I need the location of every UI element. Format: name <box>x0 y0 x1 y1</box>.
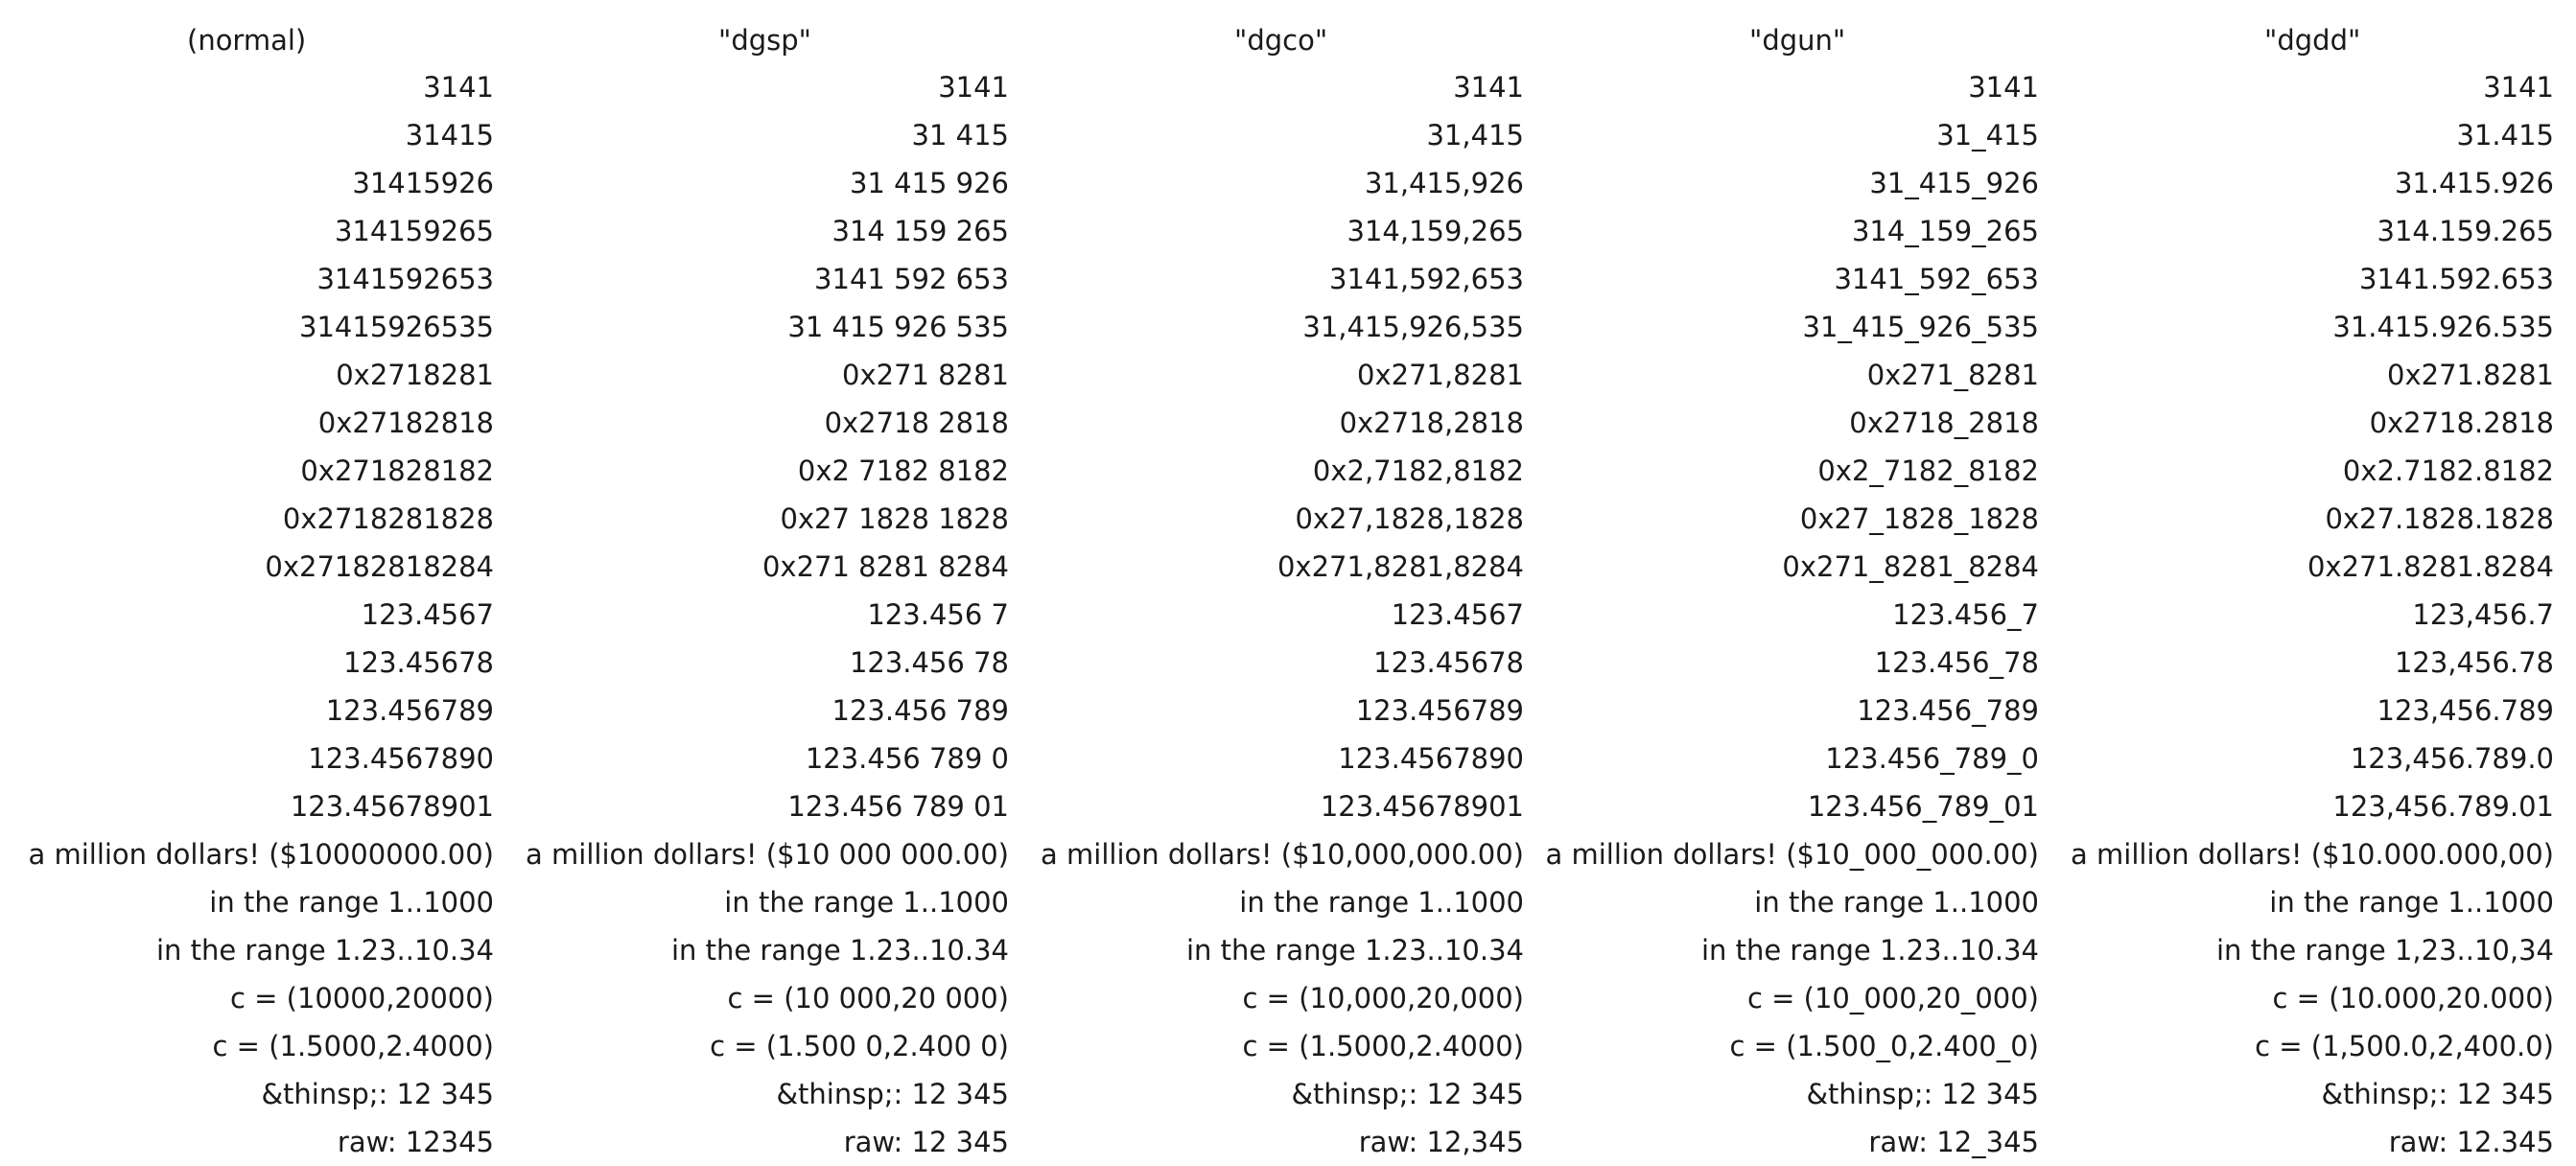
cell-dgco: raw: 12,345 <box>1358 1126 1524 1158</box>
cell-dgco: 0x2718,2818 <box>1339 407 1524 439</box>
cell-dgsp: 3141 592 653 <box>814 263 1009 295</box>
cell-dgco: 123.4567890 <box>1338 742 1524 775</box>
cell-dgsp: 31 415 <box>911 119 1009 152</box>
cell-dgco: in the range 1.23..10.34 <box>1185 934 1524 967</box>
cell-normal: 3141592653 <box>316 263 494 295</box>
cell-normal: 0x271828182 <box>300 455 494 487</box>
cell-dgdd: c = (1,500.0,2,400.0) <box>2255 1030 2554 1062</box>
cell-dgun: 3141 <box>1968 71 2039 104</box>
cell-normal: 123.456789 <box>325 694 494 727</box>
table-row <box>0 399 2576 447</box>
cell-normal: 3141 <box>423 71 494 104</box>
cell-normal: 31415926 <box>352 167 494 199</box>
cell-dgun: 123.456_789_0 <box>1825 742 2039 775</box>
cell-dgsp: raw: 12 345 <box>843 1126 1009 1158</box>
table-body <box>0 63 2576 1166</box>
cell-dgco: a million dollars! ($10,000,000.00) <box>1041 838 1524 871</box>
cell-dgun: 0x27_1828_1828 <box>1799 502 2039 535</box>
table-row <box>0 735 2576 782</box>
cell-normal: 0x2718281 <box>336 359 494 391</box>
cell-dgdd: 0x27.1828.1828 <box>2325 502 2554 535</box>
table-row <box>0 1070 2576 1118</box>
cell-dgsp: 123.456 789 0 <box>805 742 1009 775</box>
cell-normal: raw: 12345 <box>337 1126 494 1158</box>
cell-dgun: 31_415_926 <box>1869 167 2039 199</box>
cell-dgun: 0x2718_2818 <box>1849 407 2039 439</box>
cell-dgun: &thinsp;: 12 345 <box>1806 1078 2039 1110</box>
cell-dgco: 31,415,926 <box>1364 167 1524 199</box>
cell-dgsp: 0x2 7182 8182 <box>797 455 1009 487</box>
cell-dgco: in the range 1..1000 <box>1239 886 1524 919</box>
table-row <box>0 830 2576 878</box>
column-header-dgun: "dgun" <box>1749 24 1846 57</box>
cell-normal: 31415 <box>405 119 494 152</box>
cell-dgdd: 123,456.789.01 <box>2332 790 2554 823</box>
cell-dgdd: 31.415.926.535 <box>2332 311 2554 343</box>
cell-dgsp: 0x271 8281 8284 <box>761 550 1009 583</box>
cell-dgsp: c = (10 000,20 000) <box>727 982 1009 1014</box>
table-row <box>0 351 2576 399</box>
cell-normal: a million dollars! ($10000000.00) <box>28 838 494 871</box>
table-row <box>0 63 2576 111</box>
table-row <box>0 207 2576 255</box>
cell-dgun: 123.456_7 <box>1892 598 2039 631</box>
cell-dgdd: 123,456.789 <box>2377 694 2554 727</box>
cell-dgco: &thinsp;: 12 345 <box>1291 1078 1524 1110</box>
cell-dgdd: &thinsp;: 12 345 <box>2321 1078 2554 1110</box>
column-header-dgsp: "dgsp" <box>718 24 812 57</box>
cell-dgun: 314_159_265 <box>1851 215 2039 247</box>
table-row <box>0 639 2576 687</box>
cell-dgsp: 0x2718 2818 <box>824 407 1009 439</box>
cell-dgun: 31_415 <box>1936 119 2039 152</box>
cell-dgco: 31,415 <box>1426 119 1524 152</box>
cell-dgun: 0x271_8281_8284 <box>1782 550 2039 583</box>
cell-dgun: 0x271_8281 <box>1866 359 2039 391</box>
cell-dgun: 31_415_926_535 <box>1802 311 2039 343</box>
cell-dgco: 0x27,1828,1828 <box>1295 502 1524 535</box>
cell-normal: 123.45678901 <box>290 790 494 823</box>
table-row <box>0 1118 2576 1166</box>
cell-dgsp: in the range 1..1000 <box>724 886 1009 919</box>
cell-dgco: 0x271,8281,8284 <box>1276 550 1524 583</box>
table-row <box>0 111 2576 159</box>
cell-dgun: in the range 1.23..10.34 <box>1700 934 2039 967</box>
cell-dgdd: in the range 1..1000 <box>2269 886 2554 919</box>
cell-normal: in the range 1.23..10.34 <box>155 934 494 967</box>
table-row <box>0 159 2576 207</box>
table-row <box>0 543 2576 591</box>
cell-dgdd: 123,456.78 <box>2394 646 2554 679</box>
cell-dgco: 123.45678 <box>1373 646 1524 679</box>
cell-dgsp: &thinsp;: 12 345 <box>776 1078 1009 1110</box>
cell-dgsp: a million dollars! ($10 000 000.00) <box>526 838 1009 871</box>
cell-normal: 0x27182818284 <box>265 550 494 583</box>
table-row <box>0 255 2576 303</box>
cell-dgun: a million dollars! ($10_000_000.00) <box>1545 838 2039 871</box>
cell-dgco: 0x271,8281 <box>1357 359 1524 391</box>
cell-dgdd: 123,456.7 <box>2412 598 2554 631</box>
cell-dgsp: 3141 <box>938 71 1009 104</box>
cell-dgco: 0x2,7182,8182 <box>1312 455 1524 487</box>
table-row <box>0 303 2576 351</box>
cell-dgdd: 0x271.8281.8284 <box>2307 550 2554 583</box>
cell-dgdd: 31.415 <box>2456 119 2554 152</box>
cell-normal: 314159265 <box>334 215 494 247</box>
cell-dgdd: raw: 12.345 <box>2388 1126 2554 1158</box>
cell-normal: in the range 1..1000 <box>209 886 494 919</box>
column-header-dgco: "dgco" <box>1234 24 1328 57</box>
cell-dgsp: 0x271 8281 <box>842 359 1009 391</box>
cell-normal: 31415926535 <box>299 311 494 343</box>
cell-dgun: raw: 12_345 <box>1868 1126 2039 1158</box>
cell-dgun: 0x2_7182_8182 <box>1817 455 2039 487</box>
cell-dgun: 123.456_789_01 <box>1807 790 2039 823</box>
table-row <box>0 782 2576 830</box>
cell-dgco: 314,159,265 <box>1347 215 1524 247</box>
cell-dgsp: in the range 1.23..10.34 <box>670 934 1009 967</box>
column-header-dgdd: "dgdd" <box>2264 24 2361 57</box>
cell-dgco: c = (1.5000,2.4000) <box>1242 1030 1524 1062</box>
header-row <box>0 17 2576 63</box>
cell-dgdd: c = (10.000,20.000) <box>2272 982 2554 1014</box>
table-row <box>0 447 2576 495</box>
number-format-table <box>0 17 2576 1166</box>
cell-dgdd: 123,456.789.0 <box>2350 742 2554 775</box>
cell-dgco: c = (10,000,20,000) <box>1242 982 1524 1014</box>
cell-dgdd: in the range 1,23..10,34 <box>2215 934 2554 967</box>
cell-dgsp: 314 159 265 <box>831 215 1009 247</box>
cell-dgsp: 123.456 78 <box>849 646 1009 679</box>
cell-normal: 0x27182818 <box>317 407 494 439</box>
cell-dgco: 3141,592,653 <box>1329 263 1524 295</box>
cell-dgsp: 31 415 926 535 <box>787 311 1009 343</box>
cell-dgun: 123.456_78 <box>1874 646 2039 679</box>
cell-dgdd: a million dollars! ($10.000.000,00) <box>2071 838 2554 871</box>
cell-dgdd: 0x2.7182.8182 <box>2342 455 2554 487</box>
cell-dgsp: 123.456 7 <box>867 598 1009 631</box>
cell-dgco: 3141 <box>1453 71 1524 104</box>
cell-dgun: c = (1.500_0,2.400_0) <box>1729 1030 2039 1062</box>
cell-dgun: c = (10_000,20_000) <box>1746 982 2039 1014</box>
cell-normal: c = (10000,20000) <box>229 982 494 1014</box>
cell-dgco: 31,415,926,535 <box>1302 311 1524 343</box>
cell-dgsp: 123.456 789 01 <box>787 790 1009 823</box>
cell-dgun: in the range 1..1000 <box>1754 886 2039 919</box>
cell-normal: 123.45678 <box>343 646 494 679</box>
cell-normal: 0x2718281828 <box>282 502 494 535</box>
cell-dgsp: c = (1.500 0,2.400 0) <box>710 1030 1009 1062</box>
cell-dgun: 3141_592_653 <box>1834 263 2039 295</box>
column-header-normal: (normal) <box>187 24 307 57</box>
table-row <box>0 974 2576 1022</box>
table-row <box>0 687 2576 735</box>
cell-dgco: 123.4567 <box>1391 598 1524 631</box>
table-row <box>0 495 2576 543</box>
cell-dgco: 123.45678901 <box>1320 790 1524 823</box>
cell-dgco: 123.456789 <box>1355 694 1524 727</box>
cell-normal: 123.4567890 <box>308 742 494 775</box>
cell-normal: 123.4567 <box>361 598 494 631</box>
cell-dgsp: 123.456 789 <box>831 694 1009 727</box>
table-row <box>0 878 2576 926</box>
cell-dgdd: 3141.592.653 <box>2359 263 2554 295</box>
cell-dgsp: 0x27 1828 1828 <box>780 502 1009 535</box>
cell-dgdd: 3141 <box>2483 71 2554 104</box>
cell-dgsp: 31 415 926 <box>849 167 1009 199</box>
cell-dgdd: 31.415.926 <box>2394 167 2554 199</box>
cell-dgun: 123.456_789 <box>1857 694 2039 727</box>
cell-normal: c = (1.5000,2.4000) <box>212 1030 494 1062</box>
cell-dgdd: 0x2718.2818 <box>2369 407 2554 439</box>
table-row <box>0 591 2576 639</box>
table-row <box>0 926 2576 974</box>
cell-dgdd: 314.159.265 <box>2377 215 2554 247</box>
cell-dgdd: 0x271.8281 <box>2387 359 2554 391</box>
cell-normal: &thinsp;: 12 345 <box>261 1078 494 1110</box>
table-row <box>0 1022 2576 1070</box>
